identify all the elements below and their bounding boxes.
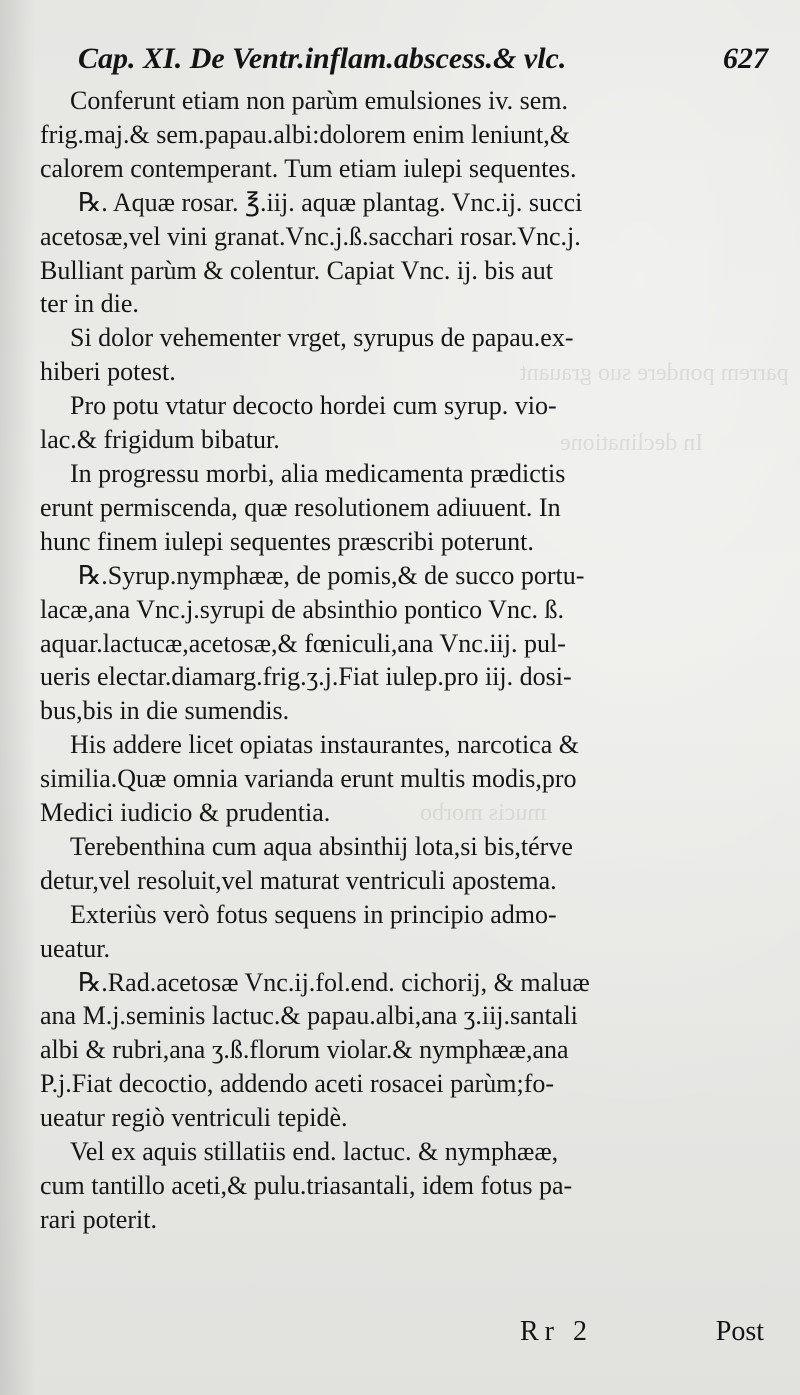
show-through-text: In declinatione: [560, 430, 704, 456]
text-line: similia.Quæ omnia varianda erunt multis modis,pro: [40, 764, 577, 794]
text-line: His addere licet opiatas instaurantes, narcotica &: [70, 730, 579, 760]
text-paragraph: [40, 1135, 765, 1237]
text-line: Medici iudicio & prudentia.: [40, 798, 331, 828]
text-line: Terebenthina cum aqua absinthij lota,si bis,térve: [70, 831, 573, 861]
catchword: Post: [715, 1316, 764, 1347]
signature-mark: Rr 2: [520, 1316, 593, 1347]
text-line: aquar.lactucæ,acetosæ,& fœniculi,ana Vnc.iij. pul-: [40, 628, 566, 658]
text-line: hunc finem iulepi sequentes præscribi poterunt.: [40, 526, 534, 556]
text-line: Bulliant parùm & colentur. Capiat Vnc. ij. bis aut: [40, 255, 553, 285]
main-text: [40, 84, 765, 1237]
text-line: P.j.Fiat decoctio, addendo aceti rosacei parùm;fo-: [40, 1069, 555, 1099]
text-paragraph: [40, 389, 765, 457]
gutter-shadow: [0, 0, 36, 1395]
text-line: hiberi potest.: [40, 357, 176, 387]
text-line: lac.& frigidum bibatur.: [40, 425, 280, 455]
text-line: ℞.Syrup.nymphææ, de pomis,& de succo portu-: [78, 560, 585, 590]
text-line: frig.maj.& sem.papau.albi:dolorem enim leniunt,&: [40, 119, 570, 149]
text-line: ana M.j.seminis lactuc.& papau.albi,ana ʒ.iij.santali: [40, 1001, 578, 1031]
text-line: Exteriùs verò fotus sequens in principio admo-: [70, 899, 557, 929]
running-title: Cap. XI. De Ventr.inflam.abscess.& vlc.: [78, 42, 567, 75]
text-line: acetosæ,vel vini granat.Vnc.j.ß.sacchari rosar.Vnc.j.: [40, 221, 581, 251]
text-paragraph: [40, 830, 765, 898]
text-line: ter in die.: [40, 289, 139, 319]
show-through-text: mucis morbo: [420, 800, 546, 826]
recipe-paragraph: [40, 966, 765, 1136]
text-line: calorem contemperant. Tum etiam iulepi sequentes.: [40, 153, 577, 183]
text-paragraph: [40, 728, 765, 830]
text-line: ueatur regiò ventriculi tepidè.: [40, 1103, 348, 1133]
text-line: Si dolor vehementer vrget, syrupus de papau.ex-: [70, 323, 574, 353]
text-line: detur,vel resoluit,vel maturat ventriculi apostema.: [40, 865, 557, 895]
show-through-text: parrem pondere suo grauant: [520, 360, 789, 386]
recipe-paragraph: [40, 186, 765, 322]
text-line: In progressu morbi, alia medicamenta prædictis: [70, 458, 566, 488]
text-paragraph: [40, 84, 765, 186]
text-line: ueatur.: [40, 933, 111, 963]
recipe-paragraph: [40, 559, 765, 729]
text-paragraph: [40, 898, 765, 966]
text-line: albi & rubri,ana ʒ.ß.florum violar.& nymphææ,ana: [40, 1035, 569, 1065]
text-line: erunt permiscenda, quæ resolutionem adiuuent. In: [40, 492, 561, 522]
text-line: ueris electar.diamarg.frig.ʒ.j.Fiat iulep.pro iij. dosi-: [40, 662, 572, 692]
page-number: 627: [723, 42, 768, 75]
text-paragraph: [40, 321, 765, 389]
text-line: Conferunt etiam non parùm emulsiones iv. sem.: [70, 86, 568, 115]
running-header: [78, 42, 768, 88]
text-line: cum tantillo aceti,& pulu.triasantali, idem fotus pa-: [40, 1171, 573, 1200]
text-line: ℞. Aquæ rosar. ℥.iij. aquæ plantag. Vnc.ij. succi: [78, 187, 583, 217]
text-line: Vel ex aquis stillatiis end. lactuc. & nymphææ,: [70, 1137, 559, 1167]
text-line: ℞.Rad.acetosæ Vnc.ij.fol.end. cichorij, & maluæ: [78, 967, 590, 997]
text-line: lacæ,ana Vnc.j.syrupi de absinthio pontico Vnc. ß.: [40, 594, 564, 624]
page-footer: [40, 1316, 770, 1356]
text-line: Pro potu vtatur decocto hordei cum syrup. vio-: [70, 391, 557, 421]
text-line: bus,bis in die sumendis.: [40, 696, 290, 726]
text-paragraph: [40, 457, 765, 559]
text-line: rari poterit.: [40, 1204, 157, 1234]
